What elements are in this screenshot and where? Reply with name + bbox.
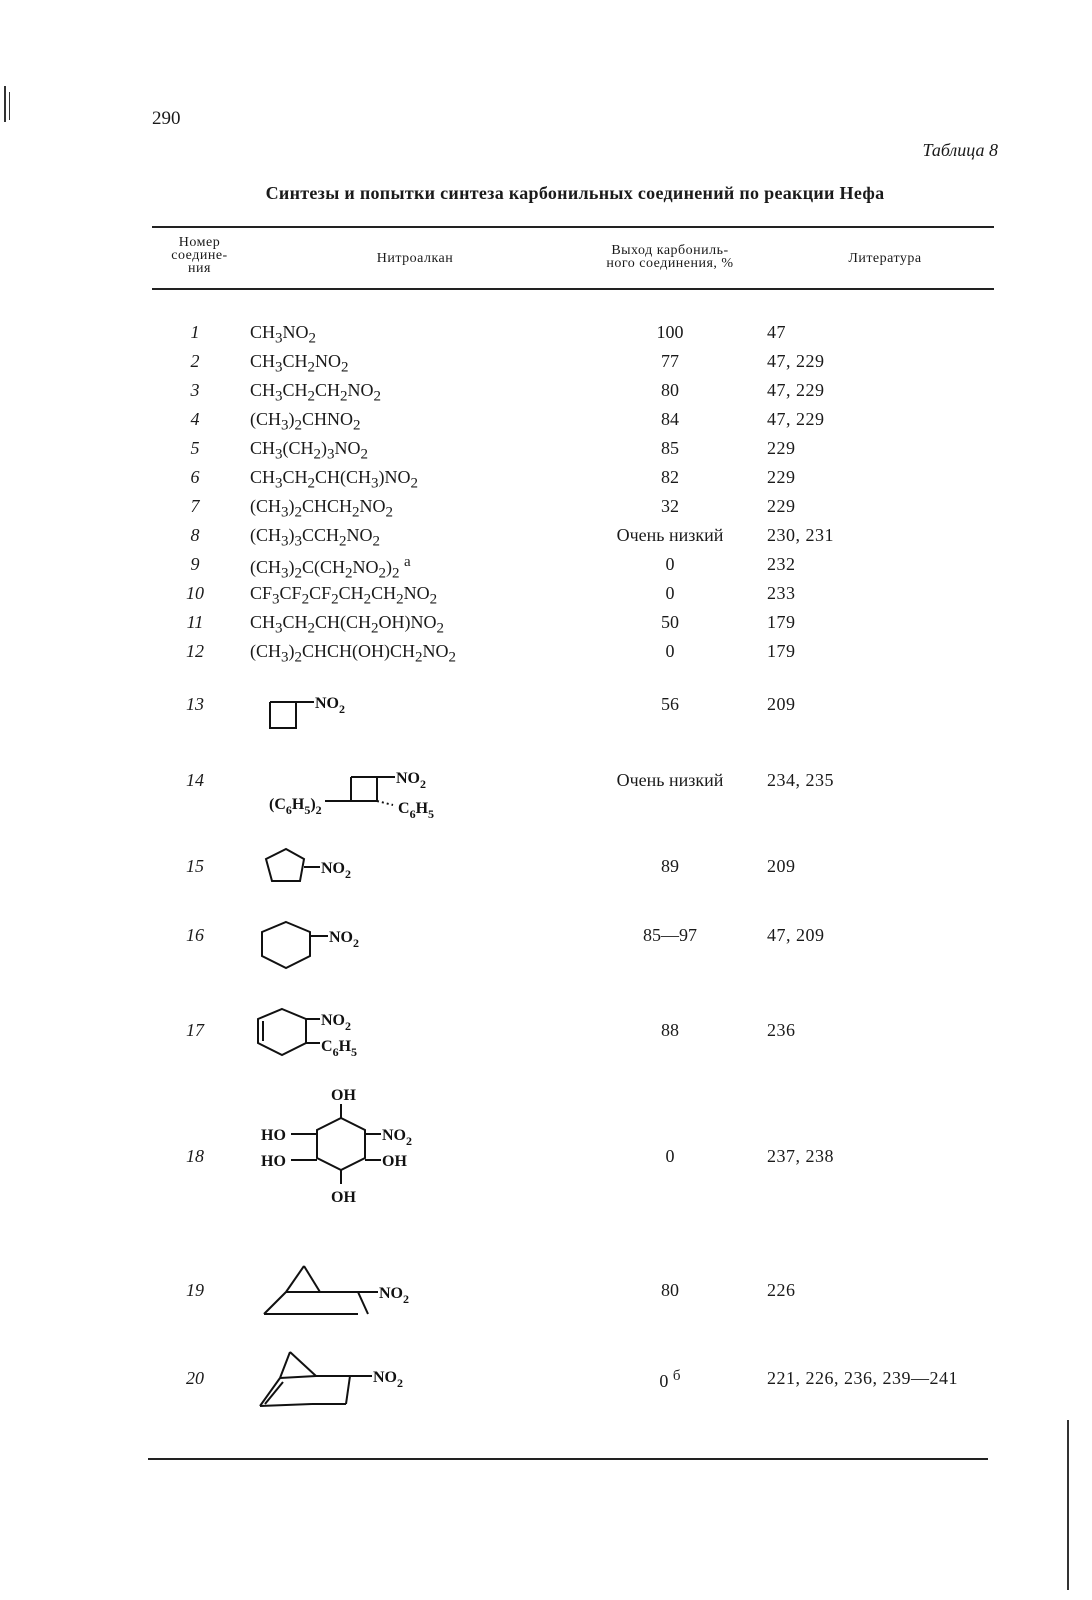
structure-cyclohexene [252, 1005, 382, 1065]
row-number: 17 [186, 1020, 204, 1040]
row-literature: 233 [767, 583, 796, 603]
svg-text:NO2: $NO_2$ [321, 1012, 351, 1033]
row-formula: $(CH_3)_3CCH_2NO_2$ [250, 525, 381, 550]
row-literature: 230, 231 [767, 525, 834, 545]
row-literature: 179 [767, 612, 796, 632]
row-number: 4 [190, 409, 200, 429]
row-formula: $CH_3NO_2$ [250, 322, 317, 347]
row-literature: 209 [767, 856, 796, 876]
header-yield [565, 244, 775, 270]
row-literature: 47, 209 [767, 925, 825, 945]
row-yield: 85 [661, 438, 679, 458]
row-number: 7 [190, 496, 200, 516]
svg-text:(C6H5)2: $(C_6H_5)_2$ [269, 796, 322, 817]
row-yield: 0 [665, 1146, 675, 1166]
svg-text:NO2: $NO_2$ [396, 770, 426, 791]
row-formula: $(CH_3)_2C(CH_2NO_2)_2$ $^а$ [250, 554, 411, 582]
row-literature: 209 [767, 694, 796, 714]
header-literature: Литература [848, 251, 922, 266]
row-yield: 88 [661, 1020, 679, 1040]
svg-text:C6H5: $C_6H_5$ [321, 1038, 358, 1059]
row-literature: 234, 235 [767, 770, 834, 790]
svg-text:NO2: $NO_2$ [382, 1127, 412, 1148]
row-yield: Очень низкий [616, 770, 724, 790]
row-yield: 77 [661, 351, 679, 371]
row-formula: $CF_3CF_2CF_2CH_2CH_2NO_2$ [250, 583, 438, 608]
row-formula: $CH_3CH_2CH(CH_2OH)NO_2$ [250, 612, 445, 637]
row-literature: 179 [767, 641, 796, 661]
header-yield-line1: Выход карбониль- [611, 243, 729, 258]
header-yield-line2: ного соединения, % [606, 256, 734, 271]
header-number-line1: Номер [178, 235, 221, 250]
row-number: 19 [186, 1280, 204, 1300]
row-number: 12 [186, 641, 204, 661]
row-yield: 85—97 [643, 925, 697, 945]
row-number: 18 [186, 1146, 204, 1166]
row-formula: $CH_3CH_2CH(CH_3)NO_2$ [250, 467, 419, 492]
row-number: 10 [186, 583, 204, 603]
svg-text:HO: HO [261, 1127, 286, 1144]
table-caption: Синтезы и попытки синтеза карбонильных соединений по реакции Нефа [265, 183, 885, 203]
row-formula: $(CH_3)_2CHCH_2NO_2$ [250, 496, 394, 521]
header-nitroalkane: Нитроалкан [376, 251, 454, 266]
row-literature: 229 [767, 467, 796, 487]
row-literature: 236 [767, 1020, 796, 1040]
row-formula: $CH_3CH_2CH_2NO_2$ [250, 380, 382, 405]
row-literature: 47, 229 [767, 380, 825, 400]
row-number: 11 [186, 612, 204, 632]
svg-text:NO2: $NO_2$ [321, 860, 351, 881]
table-label: Таблица 8 [922, 140, 998, 160]
svg-text:NO2: $NO_2$ [373, 1369, 403, 1390]
row-formula: $CH_3CH_2NO_2$ [250, 351, 349, 376]
row-number: 1 [190, 322, 200, 342]
row-number: 14 [186, 770, 204, 790]
svg-text:NO2: $NO_2$ [379, 1285, 409, 1306]
structure-norbornane [258, 1262, 428, 1332]
row-literature: 229 [767, 438, 796, 458]
row-formula: $(CH_3)_2CHNO_2$ [250, 409, 361, 434]
row-formula: $(CH_3)_2CHCH(OH)CH_2NO_2$ [250, 641, 457, 666]
row-number: 13 [186, 694, 204, 714]
row-number: 6 [190, 467, 200, 487]
row-number: 20 [186, 1368, 204, 1388]
page-number: 290 [152, 108, 181, 129]
svg-text:HO: HO [261, 1153, 286, 1170]
row-formula: $CH_3(CH_2)_3NO_2$ [250, 438, 369, 463]
row-yield: 82 [661, 467, 679, 487]
row-literature: 47 [767, 322, 786, 342]
svg-text:OH: OH [331, 1087, 356, 1104]
row-number: 3 [190, 380, 200, 400]
svg-text:OH: OH [382, 1153, 407, 1170]
row-literature: 237, 238 [767, 1146, 834, 1166]
structure-cyclopentane [262, 845, 382, 895]
structure-diphenylcyclobutane [265, 765, 465, 825]
row-yield: 56 [661, 694, 679, 714]
row-yield: 84 [661, 409, 679, 429]
structure-norbornene [252, 1348, 422, 1418]
row-number: 2 [190, 351, 200, 371]
row-yield: 32 [661, 496, 679, 516]
row-yield: Очень низкий [616, 525, 724, 545]
row-yield: 80 [661, 1280, 679, 1300]
scan-margin-mark [1067, 1420, 1069, 1590]
row-yield: 80 [661, 380, 679, 400]
svg-text:NO2: $NO_2$ [329, 929, 359, 950]
header-number [152, 236, 247, 275]
row-yield: 0 [665, 583, 675, 603]
row-yield: 100 [656, 322, 684, 342]
row-number: 5 [190, 438, 200, 458]
structure-cyclohexane [258, 918, 378, 978]
row-number: 15 [186, 856, 204, 876]
header-rule [152, 288, 994, 290]
row-yield: 0 $^б$ [659, 1368, 681, 1391]
row-literature: 232 [767, 554, 796, 574]
row-literature: 47, 229 [767, 409, 825, 429]
row-yield: 0 [665, 641, 675, 661]
row-yield: 0 [665, 554, 675, 574]
row-number: 16 [186, 925, 204, 945]
row-yield: 50 [661, 612, 679, 632]
svg-text:OH: OH [331, 1189, 356, 1206]
row-literature: 229 [767, 496, 796, 516]
structure-nitroinositol [255, 1082, 435, 1212]
svg-text:NO2: $NO_2$ [315, 695, 345, 716]
scan-margin-mark [9, 92, 10, 120]
header-number-line2: соедине- [171, 248, 228, 263]
row-literature: 47, 229 [767, 351, 825, 371]
row-number: 8 [190, 525, 200, 545]
header-number-line3: ния [188, 261, 211, 276]
scan-margin-mark [4, 86, 6, 122]
bottom-rule [148, 1458, 988, 1460]
top-rule [152, 226, 994, 228]
svg-text:C6H5: $C_6H_5$ [398, 800, 435, 821]
row-literature: 221, 226, 236, 239—241 [767, 1368, 958, 1388]
structure-cyclobutane [262, 690, 372, 740]
row-literature: 226 [767, 1280, 796, 1300]
row-number: 9 [190, 554, 200, 574]
row-yield: 89 [661, 856, 679, 876]
